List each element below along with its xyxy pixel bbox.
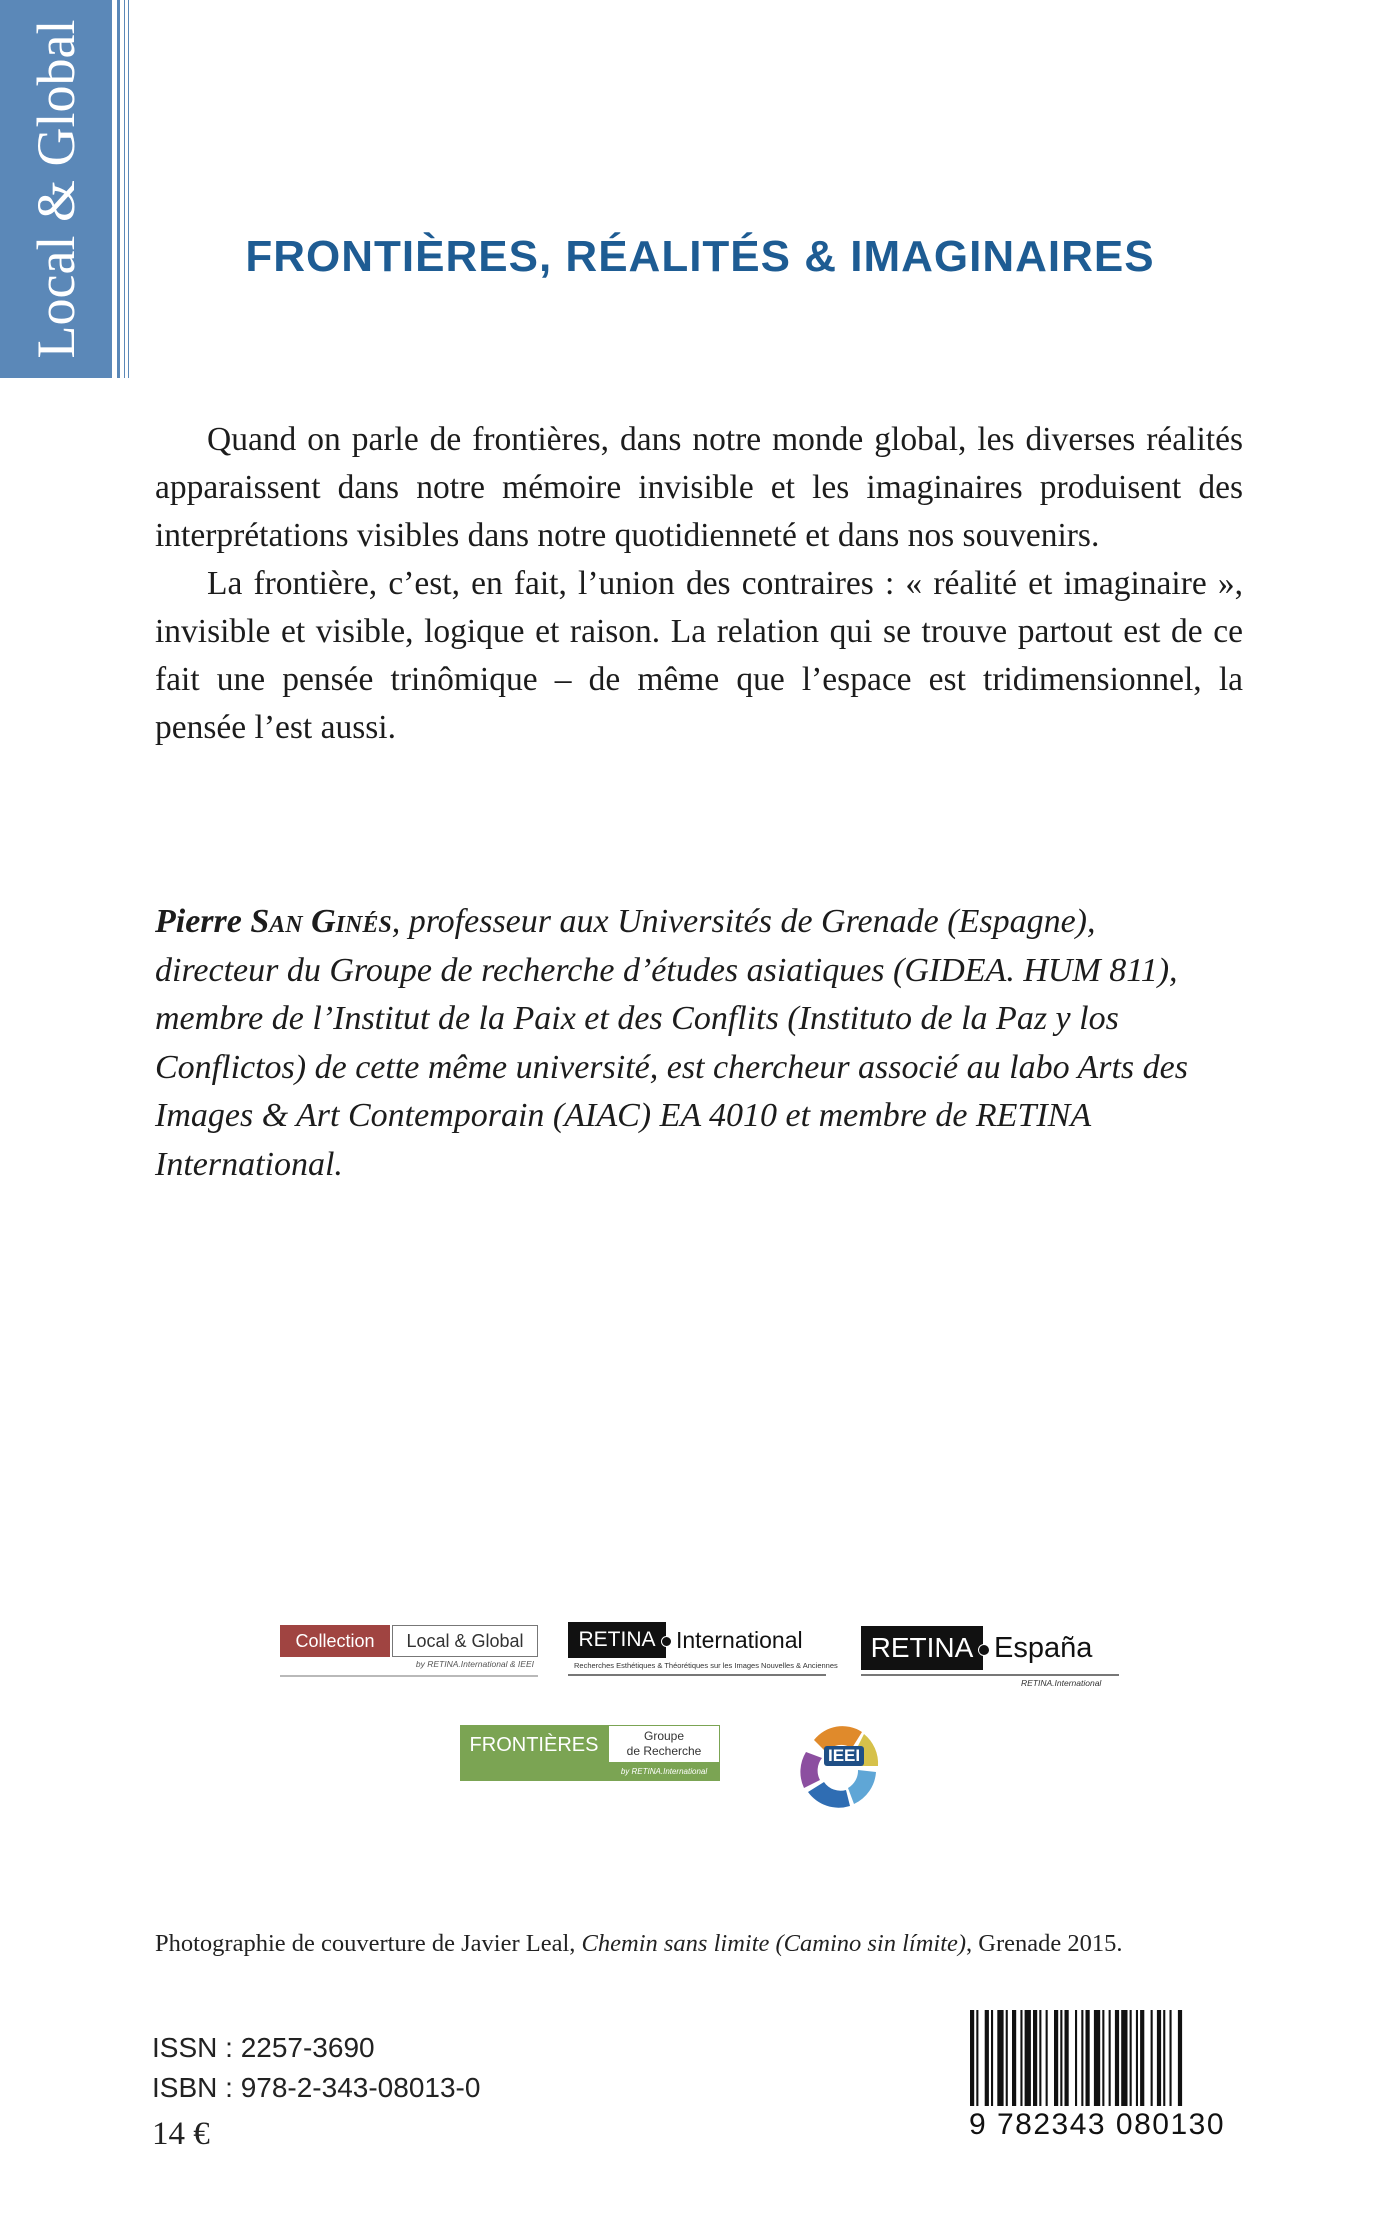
barcode-bar — [1130, 2010, 1132, 2106]
cover-credit — [155, 1930, 1245, 1958]
author-bio-text: , professeur aux Universités de Grenade (Espagne), directeur du Groupe de recherche d’études asiatiques (GIDEA. HUM 811), membre de l’Institut de la Paix et des Conflits (Instituto de la Paz y los Conflictos) de cette même université, est chercheur associé au labo Arts des Images & Art Contemporain (AIAC) EA 4010 et membre de RETINA International. — [155, 903, 1188, 1183]
author-first-name: Pierre — [155, 903, 242, 940]
barcode-number: 9 782343 080130 — [968, 2108, 1226, 2141]
barcode-bar — [1039, 2010, 1041, 2106]
barcode-bar — [1102, 2010, 1104, 2106]
divider — [128, 0, 129, 378]
ieei-emblem-icon — [784, 1722, 892, 1812]
collection-logo-right: Local & Global — [392, 1625, 538, 1657]
spine-label: Local & Global — [26, 19, 86, 359]
collection-logo — [280, 1625, 538, 1677]
frontieres-logo-right — [608, 1725, 720, 1763]
barcode-bar — [976, 2010, 978, 2106]
barcode-bar — [1006, 2010, 1008, 2106]
retina-esp-right: España — [994, 1632, 1093, 1664]
credit-suffix: , Grenade 2015. — [966, 1930, 1123, 1957]
barcode-bar — [1025, 2010, 1031, 2106]
retina-int-right: International — [676, 1627, 803, 1653]
barcode-bar — [1115, 2010, 1119, 2106]
book-title: FRONTIÈRES, RÉALITÉS & IMAGINAIRES — [245, 232, 1155, 281]
identifiers — [152, 2028, 480, 2108]
issn: ISSN : 2257-3690 — [152, 2032, 375, 2063]
price: 14 € — [152, 2116, 210, 2152]
barcode-bar — [970, 2010, 974, 2106]
collection-logo-left: Collection — [280, 1625, 390, 1657]
frontieres-logo — [460, 1725, 720, 1781]
barcode-bar — [1020, 2010, 1022, 2106]
barcode-bar — [1178, 2010, 1182, 2106]
barcode-bar — [1163, 2010, 1165, 2106]
logo-dot — [661, 1636, 672, 1647]
summary — [155, 416, 1243, 752]
divider — [861, 1674, 1119, 1676]
barcode-bar — [1065, 2010, 1069, 2106]
divider — [117, 0, 120, 378]
barcode-bar — [1151, 2010, 1153, 2106]
barcode-bar — [1109, 2010, 1111, 2106]
retina-int-left: RETINA — [568, 1622, 666, 1658]
barcode-bar — [1157, 2010, 1161, 2106]
frontieres-logo-line1: Groupe — [643, 1729, 685, 1743]
barcode-bar — [1140, 2010, 1144, 2106]
spine-tab — [0, 0, 112, 378]
author-last-name: San Ginés — [250, 903, 392, 940]
retina-espana-logo — [861, 1626, 1119, 1688]
divider — [124, 0, 125, 378]
collection-logo-sub: by RETINA.International & IEEI — [415, 1659, 534, 1669]
retina-int-sub: Recherches Esthétiques & Théorétiques sur les Images Nouvelles & Anciennes — [574, 1661, 838, 1670]
barcode-bar — [1086, 2010, 1090, 2106]
barcode-bar — [997, 2010, 1003, 2106]
barcode-bar — [1081, 2010, 1083, 2106]
barcode-bar — [1136, 2010, 1138, 2106]
summary-paragraph: Quand on parle de frontières, dans notre monde global, les diverses réalités apparaissent dans notre mémoire invisible et les imaginaires produisent des interprétations visibles dans notre quotidienneté et dans nos souvenirs. — [155, 421, 1243, 554]
barcode-bar — [985, 2010, 989, 2106]
barcode-bar — [1046, 2010, 1048, 2106]
ieei-logo-text: IEEI — [824, 1746, 864, 1766]
isbn: ISBN : 978-2-343-08013-0 — [152, 2072, 481, 2103]
retina-esp-sub: RETINA.International — [1021, 1678, 1102, 1688]
retina-international-logo — [568, 1622, 838, 1676]
author-bio — [155, 898, 1227, 1189]
frontieres-logo-left: FRONTIÈRES — [460, 1725, 608, 1781]
barcode-bar — [1075, 2010, 1077, 2106]
barcode-bar — [991, 2010, 993, 2106]
logo-dot — [978, 1644, 990, 1656]
barcode-bar — [1094, 2010, 1100, 2106]
barcode-bar — [1012, 2010, 1016, 2106]
credit-prefix: Photographie de couverture de Javier Leal, — [155, 1930, 582, 1957]
credit-work: Chemin sans limite (Camino sin límite) — [581, 1930, 967, 1957]
barcode-icon — [970, 2010, 1232, 2106]
barcode-bar — [1170, 2010, 1172, 2106]
barcode-bar — [1033, 2010, 1037, 2106]
barcode-bar — [1121, 2010, 1127, 2106]
ieei-logo — [784, 1722, 892, 1812]
frontieres-logo-sub: by RETINA.International — [608, 1763, 720, 1781]
barcode-bar — [1054, 2010, 1058, 2106]
frontieres-logo-line2: de Recherche — [626, 1744, 702, 1758]
summary-paragraph: La frontière, c’est, en fait, l’union des contraires : « réalité et imaginaire », invisible et visible, logique et raison. La relation qui se trouve partout est de ce fait une pensée trinômique – de même que l’espace est tridimensionnel, la pensée l’est aussi. — [155, 565, 1243, 746]
barcode-bar — [1060, 2010, 1062, 2106]
retina-esp-left: RETINA — [861, 1626, 983, 1670]
